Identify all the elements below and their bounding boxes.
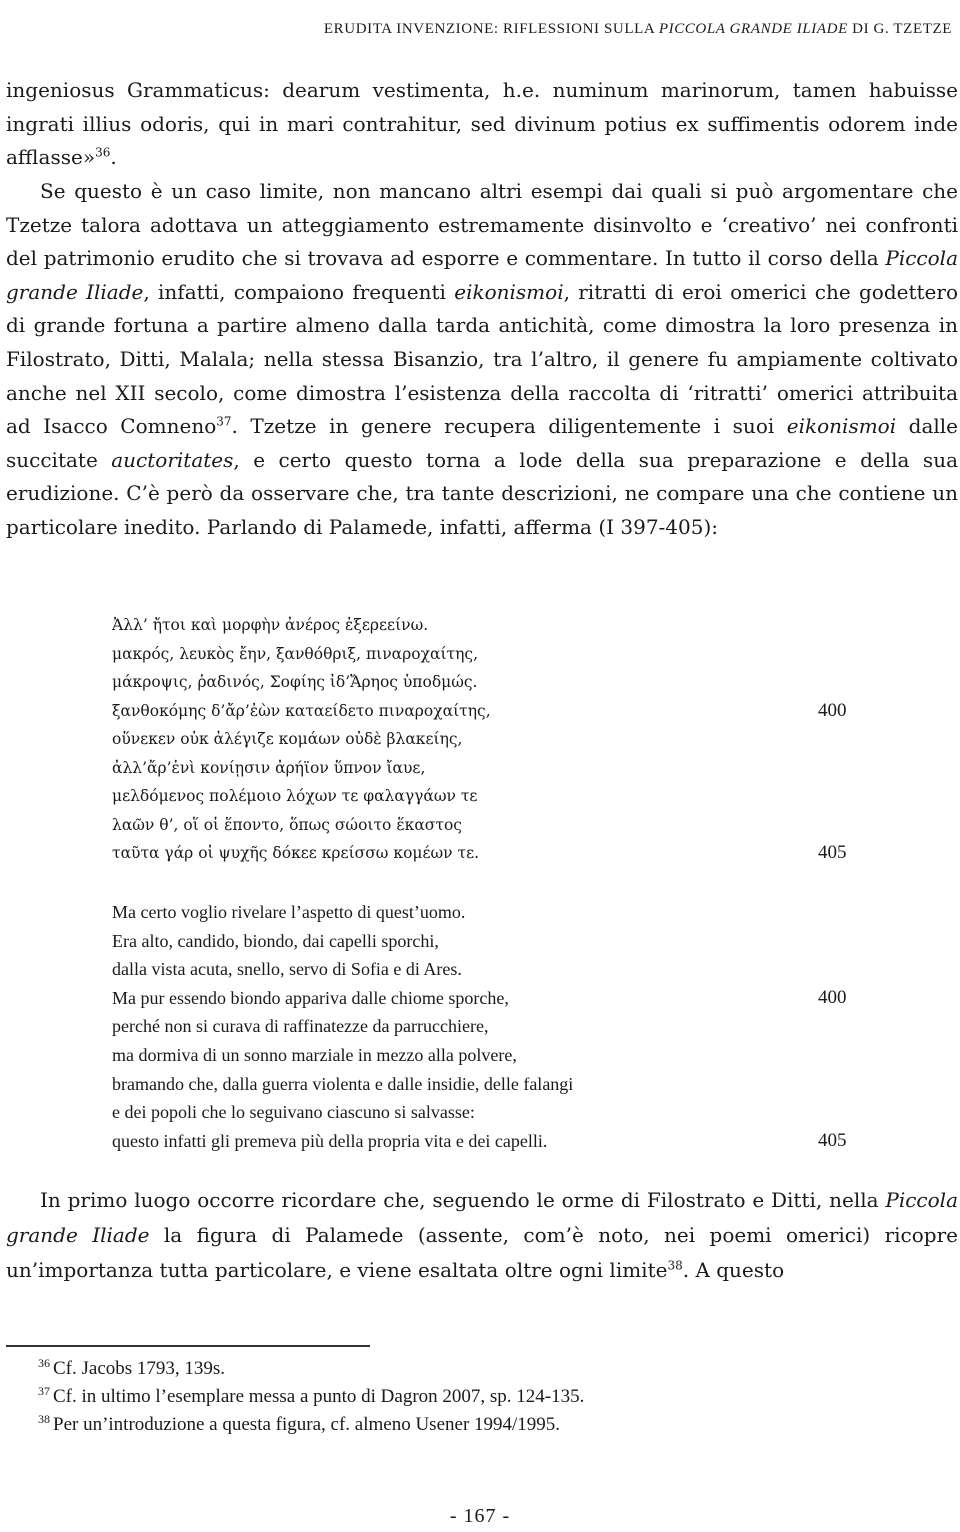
paragraph-2-text-3: , ritratti di eroi omerici che godettero di grande fortuna a partire almeno dalla tarda antichità, come dimostra la loro presenza in Filostrato, Ditti, Malala; nella stessa Bisanzio, tra l’altro, il genere fu ampiamente coltivato anche nel XII secolo, come dimostra l’esistenza della raccolta di ‘ritratti’ omerici attribuita ad Isacco Comneno [6, 279, 958, 439]
greek-verse-line-text: μελδόμενος πολέμοιο λόχων τε φαλαγγάων τε [112, 787, 478, 805]
greek-verse-line [112, 640, 892, 669]
greek-verse-line [112, 811, 892, 840]
translation-verse-line [112, 984, 892, 1013]
header-title-italic: PICCOLA GRANDE ILIADE [658, 21, 848, 37]
footnote-number: 37 [38, 1383, 50, 1398]
paragraph-3-text-3: . A questo [682, 1258, 785, 1282]
translation-verse-line-text: Era alto, candido, biondo, dai capelli sporchi, [112, 930, 439, 951]
paragraph-2-term-italic-1: eikonismoi [454, 279, 564, 304]
paragraph-2-text-4: . Tzetze in genere recupera diligentemente i suoi [231, 414, 787, 439]
footnote-36 [38, 1355, 938, 1383]
footnote-text: Cf. in ultimo l’esemplare messa a punto di Dagron 2007, sp. 124-135. [53, 1386, 585, 1407]
translation-verse-line [112, 1041, 892, 1070]
footnotes [38, 1355, 938, 1439]
greek-verse-line [112, 754, 892, 783]
greek-verse-line [112, 839, 892, 868]
paragraph-2 [6, 175, 958, 545]
paragraph-3 [6, 1183, 958, 1288]
translation-verse-line-text: dalla vista acuta, snello, servo di Sofia e di Ares. [112, 959, 462, 980]
footnote-ref-37[interactable]: 37 [216, 414, 232, 429]
header-author: DI G. TZETZE [847, 21, 952, 37]
paragraph-3-text-2: la figura di Palamede (assente, com’è noto, nei poemi omerici) ricopre un’importanza tutta particolare, e viene esaltata oltre ogni limite [6, 1223, 958, 1282]
line-number: 400 [818, 699, 847, 721]
translation-verse-line-text: perché non si curava di raffinatezze da parrucchiere, [112, 1016, 489, 1037]
paragraph-2-term-italic-2: eikonismoi [786, 414, 897, 439]
line-number: 405 [818, 842, 847, 863]
paragraph-1-end: . [110, 145, 117, 170]
footnote-38 [38, 1411, 938, 1439]
greek-verse-line [112, 725, 892, 754]
greek-verse-line-text: μακρός, λευκὸς ἔην, ξανθόθριξ, πιναροχαίτης, [112, 644, 478, 663]
translation-verse-line-text: Ma certo voglio rivelare l’aspetto di quest’uomo. [112, 902, 466, 922]
footnote-number: 38 [38, 1411, 50, 1426]
greek-verse-block [112, 611, 892, 868]
translation-verse-block [112, 898, 892, 1155]
paragraph-2-text-6: , e certo questo torna a lode della sua preparazione e della sua erudizione. C’è però da osservare che, tra tante descrizioni, ne compare una che contiene un particolare inedito. Parlando di Palamede, infatti, afferma (I 397-405): [6, 447, 958, 539]
footnote-separator [6, 1345, 370, 1347]
translation-verse-line-text: e dei popoli che lo seguivano ciascuno si salvasse: [112, 1102, 475, 1123]
paragraph-3-text-1: In primo luogo occorre ricordare che, seguendo le orme di Filostrato e Ditti, nella [40, 1188, 886, 1212]
line-number: 400 [818, 986, 847, 1008]
greek-verse-line [112, 611, 892, 640]
greek-verse-line-text: Ἀλλ’ ἤτοι καὶ μορφὴν ἀνέρος ἐξερεείνω. [112, 616, 429, 634]
header-text: ERUDITA INVENZIONE: RIFLESSIONI SULLA [323, 21, 659, 37]
line-number: 405 [818, 1129, 847, 1151]
greek-verse-line [112, 782, 892, 811]
greek-verse-line [112, 697, 892, 726]
translation-verse-line-text: ma dormiva di un sonno marziale in mezzo alla polvere, [112, 1044, 517, 1065]
paragraph-2-title-italic: Piccola grande Iliade [6, 246, 958, 304]
translation-verse-line [112, 1070, 892, 1099]
greek-verse-line-text: ξανθοκόμης δ’ἄρ’ἐὼν καταείδετο πιναροχαίτης, [112, 701, 491, 720]
running-header [196, 21, 952, 38]
paragraph-3-title-italic: Piccola grande Iliade [6, 1188, 958, 1247]
page-number: - 167 - [449, 1505, 511, 1527]
footnote-text: Cf. Jacobs 1793, 139s. [53, 1358, 226, 1379]
paragraph-2-text-2: , infatti, compaiono frequenti [143, 279, 455, 304]
greek-verse-line [112, 668, 892, 697]
translation-verse-line [112, 955, 892, 984]
translation-verse-line-text: bramando che, dalla guerra violenta e dalle insidie, delle falangi [112, 1073, 574, 1094]
translation-verse-line-text: questo infatti gli premeva più della propria vita e dei capelli. [112, 1130, 548, 1151]
footnote-37 [38, 1383, 938, 1411]
footnote-text: Per un’introduzione a questa figura, cf. almeno Usener 1994/1995. [53, 1414, 561, 1435]
translation-verse-line [112, 927, 892, 956]
greek-verse-line-text: μάκροψις, ῥαδινός, Σοφίης ἰδ’Ἄρηος ὑποδμώς. [112, 673, 478, 691]
footnote-ref-36[interactable]: 36 [95, 145, 111, 160]
paragraph-2-text-1: Se questo è un caso limite, non mancano altri esempi dai quali si può argomentare che Tzetze talora adottava un atteggiamento estremamente disinvolto e ‘creativo’ nei confronti del patrimonio erudito che si trovava ad esporre e commentare. In tutto il corso della [6, 179, 958, 271]
translation-verse-line [112, 898, 892, 927]
paragraph-1-text: ingeniosus Grammaticus: dearum vestimenta, h.e. numinum marinorum, tamen habuisse ingrati illius odoris, qui in mari contrahitur, sed divinum potius ex suffimentis odorem inde afflasse» [6, 78, 958, 170]
paragraph-1 [6, 74, 958, 175]
translation-verse-line [112, 1127, 892, 1156]
greek-verse-line-text: ταῦτα γάρ οἱ ψυχῆς δόκεε κρείσσω κομέων τε. [112, 844, 480, 862]
paragraph-2-term-italic-3: auctoritates [111, 447, 234, 472]
translation-verse-line [112, 1098, 892, 1127]
paragraph-2-text-5: dalle succitate [6, 414, 959, 472]
greek-verse-line-text: λαῶν θ’, οἵ οἱ ἕποντο, ὅπως σώοιτο ἕκαστος [112, 815, 462, 834]
translation-verse-line [112, 1012, 892, 1041]
greek-verse-line-text: οὕνεκεν οὐκ ἀλέγιζε κομάων οὐδὲ βλακείης, [112, 730, 463, 748]
footnote-number: 36 [38, 1355, 50, 1370]
translation-verse-line-text: Ma pur essendo biondo appariva dalle chiome sporche, [112, 987, 509, 1008]
greek-verse-line-text: ἀλλ’ἄρ’ἐνὶ κονίῃσιν ἀρήϊον ὕπνον ἴαυε, [112, 758, 426, 777]
footnote-ref-38[interactable]: 38 [667, 1258, 683, 1273]
